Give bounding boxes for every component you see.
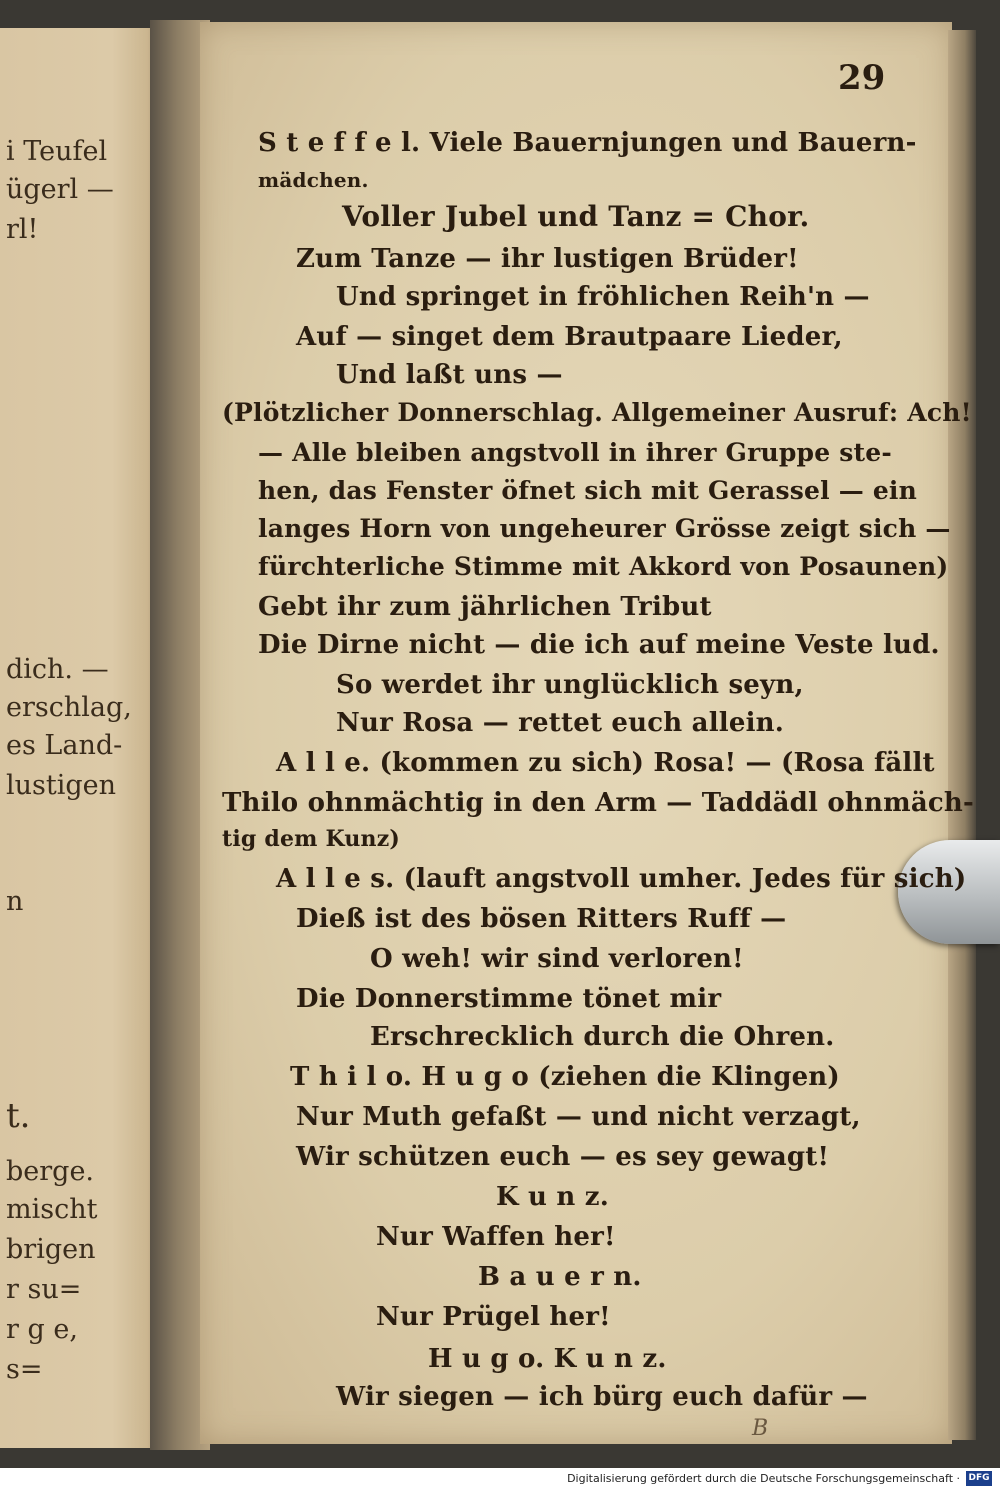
left-fragment: berge. [6, 1156, 95, 1187]
left-fragment: r su= [6, 1274, 82, 1305]
left-fragment: lustigen [6, 770, 117, 801]
speaker-name: K u n z. [496, 1182, 609, 1212]
left-fragment: brigen [6, 1234, 96, 1265]
left-fragment: i Teufel [6, 136, 108, 167]
text-line: Und springet in fröhlichen Reih'n — [336, 282, 870, 312]
left-fragment: rl! [6, 214, 39, 245]
footer-bar [0, 1468, 1000, 1491]
text-line: Die Dirne nicht — die ich auf meine Veste lud. [258, 630, 940, 660]
text-line: mädchen. [258, 168, 369, 192]
text-line: Zum Tanze — ihr lustigen Brüder! [296, 244, 799, 274]
text-line: tig dem Kunz) [222, 826, 401, 852]
left-fragment: erschlag, [6, 692, 132, 723]
text-line: Nur Waffen her! [376, 1222, 616, 1252]
text-line: Wir siegen — ich bürg euch dafür — [336, 1382, 868, 1412]
speaker-line: T h i l o. H u g o (ziehen die Klingen) [290, 1062, 840, 1092]
stage-direction: hen, das Fenster öfnet sich mit Gerassel — ein [258, 476, 917, 505]
left-fragment: s= [6, 1354, 43, 1385]
speaker-line: A l l e. (kommen zu sich) Rosa! — (Rosa fällt [276, 748, 935, 778]
speaker-line: A l l e s. (lauft angstvoll umher. Jedes für sich) [276, 864, 967, 894]
text-line: Erschrecklich durch die Ohren. [370, 1022, 835, 1052]
text-line: Und laßt uns — [336, 360, 563, 390]
text-line: Nur Muth gefaßt — und nicht verzagt, [296, 1102, 861, 1132]
text-line: Die Donnerstimme tönet mir [296, 984, 722, 1014]
dfg-logo: DFG [966, 1471, 992, 1486]
left-fragment: mischt [6, 1194, 98, 1225]
page-number: 29 [838, 58, 886, 98]
left-fragment: n [6, 886, 24, 917]
text-line: Wir schützen euch — es sey gewagt! [296, 1142, 830, 1172]
text-line: Nur Prügel her! [376, 1302, 611, 1332]
speaker-name: H u g o. K u n z. [428, 1344, 667, 1374]
stage-direction: fürchterliche Stimme mit Akkord von Posaunen) [258, 552, 949, 581]
heading: Voller Jubel und Tanz = Chor. [342, 200, 810, 233]
text-line: O weh! wir sind verloren! [370, 944, 744, 974]
text-line: Auf — singet dem Brautpaare Lieder, [296, 322, 843, 352]
stage-direction: — Alle bleiben angstvoll in ihrer Gruppe ste- [258, 438, 892, 467]
left-fragment: dich. — [6, 654, 109, 685]
text-line: S t e f f e l. Viele Bauernjungen und Bauern- [258, 128, 917, 158]
text-line: Dieß ist des bösen Ritters Ruff — [296, 904, 787, 934]
left-page [0, 28, 160, 1448]
text-line: Gebt ihr zum jährlichen Tribut [258, 592, 712, 622]
left-fragment: r g e, [6, 1314, 78, 1345]
page-edge [948, 30, 976, 1440]
signature-mark: B [752, 1416, 769, 1441]
speaker-name: B a u e r n. [478, 1262, 642, 1292]
left-fragment: ügerl — [6, 174, 114, 205]
text-line: Nur Rosa — rettet euch allein. [336, 708, 785, 738]
left-fragment: t. [6, 1096, 31, 1136]
footer-credit: Digitalisierung gefördert durch die Deutsche Forschungsgemeinschaft · [567, 1472, 960, 1485]
stage-direction: (Plötzlicher Donnerschlag. Allgemeiner Ausruf: Ach! [222, 398, 972, 427]
stage-direction: langes Horn von ungeheurer Grösse zeigt sich — [258, 514, 951, 543]
left-fragment: es Land- [6, 730, 123, 761]
text-line: So werdet ihr unglücklich seyn, [336, 670, 804, 700]
text-line: Thilo ohnmächtig in den Arm — Taddädl ohnmäch- [222, 788, 975, 818]
